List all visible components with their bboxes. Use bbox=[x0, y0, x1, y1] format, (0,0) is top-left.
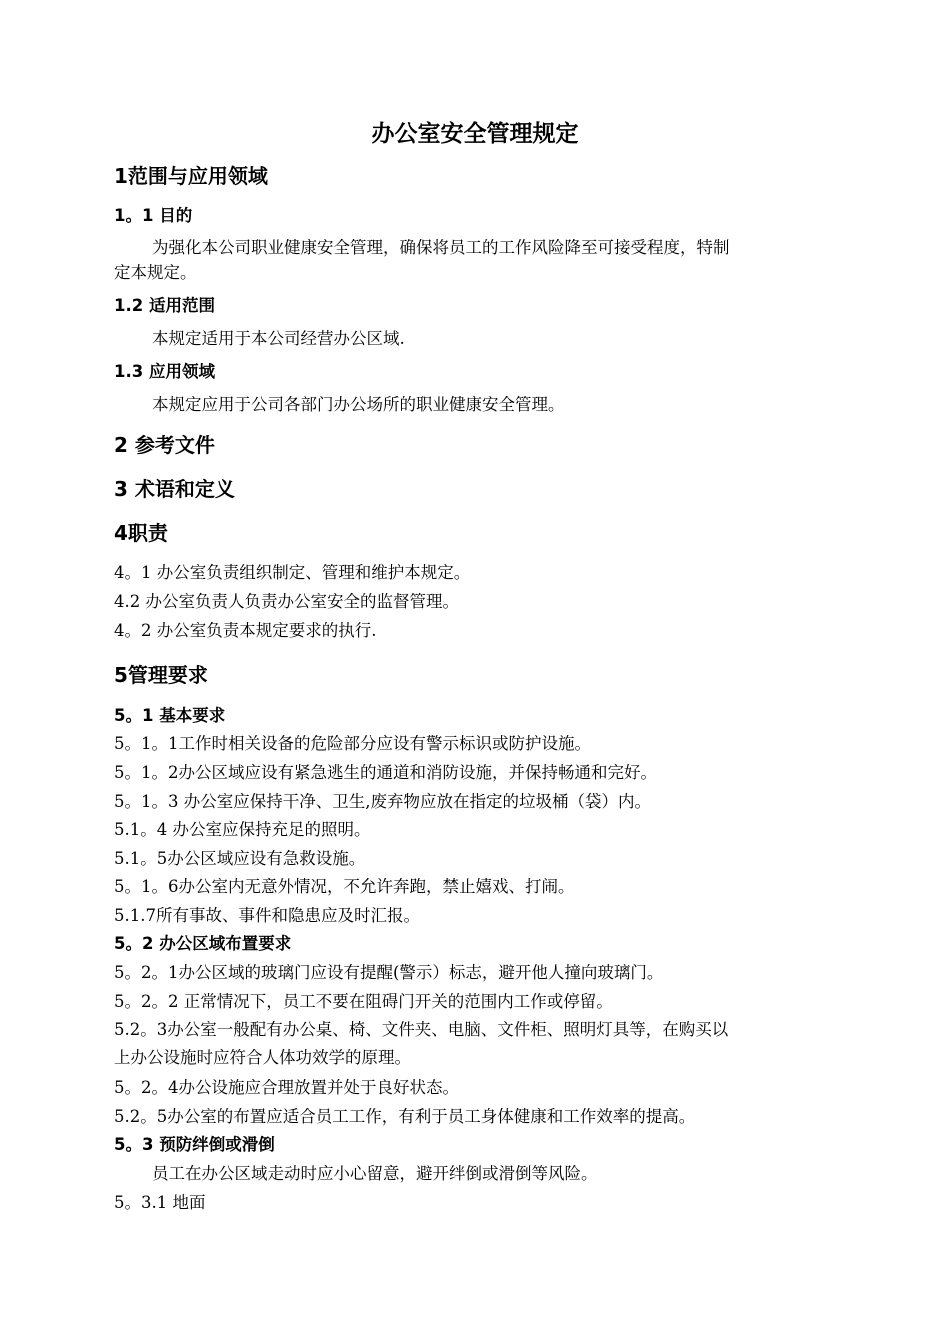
section-1-1-text-line1: 为强化本公司职业健康安全管理，确保将员工的工作风险降至可接受程度，特制 bbox=[152, 238, 730, 257]
section-5-3-text: 员工在办公区域走动时应小心留意，避开绊倒或滑倒等风险。 bbox=[152, 1164, 598, 1183]
document-title: 办公室安全管理规定 bbox=[371, 121, 579, 147]
section-5-1-item: 5.1。5办公区域应设有急救设施。 bbox=[114, 849, 366, 868]
section-4-item: 4。2 办公室负责本规定要求的执行. bbox=[114, 621, 377, 640]
section-5-1-item: 5。1。3 办公室应保持干净、卫生,废弃物应放在指定的垃圾桶（袋）内。 bbox=[114, 792, 651, 811]
section-5-heading: 5管理要求 bbox=[114, 663, 208, 687]
section-2-heading: 2 参考文件 bbox=[114, 433, 215, 457]
section-5-3-heading: 5。3 预防绊倒或滑倒 bbox=[114, 1135, 275, 1154]
section-5-2-item-2: 5。2。2 正常情况下，员工不要在阻碍门开关的范围内工作或停留。 bbox=[114, 992, 613, 1011]
section-4-item: 4.2 办公室负责人负责办公室安全的监督管理。 bbox=[114, 592, 459, 611]
section-4-heading: 4职责 bbox=[114, 521, 168, 545]
section-4-item: 4。1 办公室负责组织制定、管理和维护本规定。 bbox=[114, 563, 471, 582]
section-1-2-text: 本规定适用于本公司经营办公区域. bbox=[152, 329, 405, 348]
section-1-2-heading: 1.2 适用范围 bbox=[114, 296, 215, 315]
section-5-1-item: 5。1。1工作时相关设备的危险部分应设有警示标识或防护设施。 bbox=[114, 734, 591, 753]
section-5-2-item-4: 5。2。4办公设施应合理放置并处于良好状态。 bbox=[114, 1078, 459, 1097]
section-1-1-heading: 1。1 目的 bbox=[114, 206, 193, 225]
section-1-heading: 1范围与应用领域 bbox=[114, 164, 268, 188]
section-5-2-item-1: 5。2。1办公区域的玻璃门应设有提醒(警示）标志，避开他人撞向玻璃门。 bbox=[114, 963, 664, 982]
section-1-3-text: 本规定应用于公司各部门办公场所的职业健康安全管理。 bbox=[152, 395, 565, 414]
section-3-heading: 3 术语和定义 bbox=[114, 477, 235, 501]
section-5-2-heading: 5。2 办公区域布置要求 bbox=[114, 934, 292, 953]
section-5-2-item-5: 5.2。5办公室的布置应适合员工工作，有利于员工身体健康和工作效率的提高。 bbox=[114, 1107, 696, 1126]
section-5-1-heading: 5。1 基本要求 bbox=[114, 706, 226, 725]
section-5-1-item: 5.1.7所有事故、事件和隐患应及时汇报。 bbox=[114, 906, 420, 925]
section-5-1-item: 5。1。6办公室内无意外情况，不允许奔跑，禁止嬉戏、打闹。 bbox=[114, 877, 575, 896]
section-5-1-item: 5.1。4 办公室应保持充足的照明。 bbox=[114, 820, 371, 839]
section-5-1-item: 5。1。2办公区域应设有紧急逃生的通道和消防设施，并保持畅通和完好。 bbox=[114, 763, 657, 782]
section-1-3-heading: 1.3 应用领域 bbox=[114, 362, 215, 381]
section-5-2-item-3-line2: 上办公设施时应符合人体功效学的原理。 bbox=[114, 1048, 411, 1067]
section-5-2-item-3-line1: 5.2。3办公室一般配有办公桌、椅、文件夹、电脑、文件柜、照明灯具等，在购买以 bbox=[114, 1020, 729, 1039]
section-1-1-text-line2: 定本规定。 bbox=[114, 263, 197, 282]
section-5-3-1-heading: 5。3.1 地面 bbox=[114, 1193, 206, 1212]
